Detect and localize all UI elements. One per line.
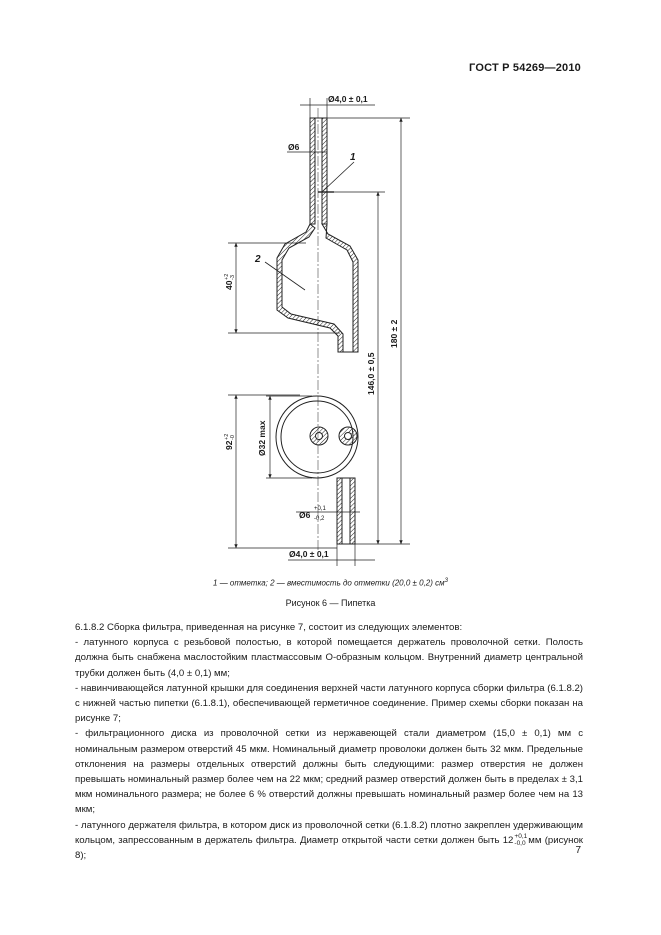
dim-disk-pos: 92	[224, 440, 234, 450]
dim-mark-length: 146,0 ± 0,5	[366, 352, 376, 395]
page-number: 7	[575, 845, 581, 856]
dim-bulb-tol-top: +2	[224, 273, 230, 280]
dimension-lines	[228, 98, 410, 566]
paragraph: - латунного корпуса с резьбовой полостью, в которой помещается держатель проволочной сетки. Полость должна быть снабжена маслостойким пластмассовым О-образным кольцом. Внутренний диаметр центральной трубки должен быть (4,0 ± 0,1) мм;	[75, 637, 583, 679]
paragraph: 6.1.8.2 Сборка фильтра, приведенная на рисунке 7, состоит из следующих элементов:	[75, 622, 463, 633]
dim-top-tube: Ø4,0 ± 0,1	[328, 94, 368, 104]
body-text	[75, 620, 583, 863]
dim-lower-tube: Ø6	[299, 510, 311, 520]
volume-leader-2	[265, 262, 305, 290]
dim-bottom-tube: Ø4,0 ± 0,1	[289, 549, 329, 559]
dim-disk-dia: Ø32 max	[257, 420, 267, 456]
pipette-body	[277, 118, 358, 352]
filter-disk	[276, 396, 358, 478]
dim-bulb-height: 40	[224, 280, 234, 290]
dim-lower-tube-tol-top: +0,1	[314, 506, 326, 512]
figure-caption: Рисунок 6 — Пипетка	[285, 598, 376, 608]
standard-number: ГОСТ Р 54269—2010	[469, 62, 581, 74]
dim-disk-pos-tol-top: +2	[224, 433, 230, 440]
dim-neck: Ø6	[288, 142, 300, 152]
figure-legend: 1 — отметка; 2 — вместимость до отметки (20,0 ± 0,2) $см^3$	[213, 578, 448, 588]
dim-disk-pos-tol-bottom: -0	[230, 435, 236, 440]
paragraph: - навинчивающейся латунной крышки для соединения верхней части латунного корпуса сборки фильтра (6.1.8.2) с нижней частью пипетки (6.1.8.1), обеспечивающей герметичное соединение. Пример схемы сборки показан на рисунке 7;	[75, 682, 583, 725]
label-1: 1	[350, 152, 356, 163]
dim-lower-tube-tol-bottom: -0,2	[314, 516, 325, 522]
paragraph: - фильтрационного диска из проволочной сетки из нержавеющей стали диаметром (15,0 ± 0,1) мм с номинальным размером отверстий 45 мкм. Номинальный диаметр проволоки должен быть 32 мкм. Предельные отклонения на размеры отдельных отверстий должны быть следующими: размер отверстия не должен превышать номинальный размер более чем на 22 мкм; средний размер отверстий должен быть в пределах ± 3,1 мкм номинального размера; не более 6 % отверстий должны превышать номинальный размер более чем на 13 мкм;	[75, 728, 583, 816]
lower-tube	[337, 478, 355, 544]
paragraph: - латунного держателя фильтра, в котором диск из проволочной сетки (6.1.8.2) плотно закреплен удерживающим кольцом, запрессованным в держатель фильтра. Диаметр открытой части сетки должен быть 12+0,1 -0,0 мм (рисунок 8);	[75, 819, 584, 862]
label-2: 2	[255, 254, 261, 265]
dim-bulb-tol-bottom: -3	[230, 275, 236, 280]
dim-overall-length: 180 ± 2	[389, 319, 399, 348]
